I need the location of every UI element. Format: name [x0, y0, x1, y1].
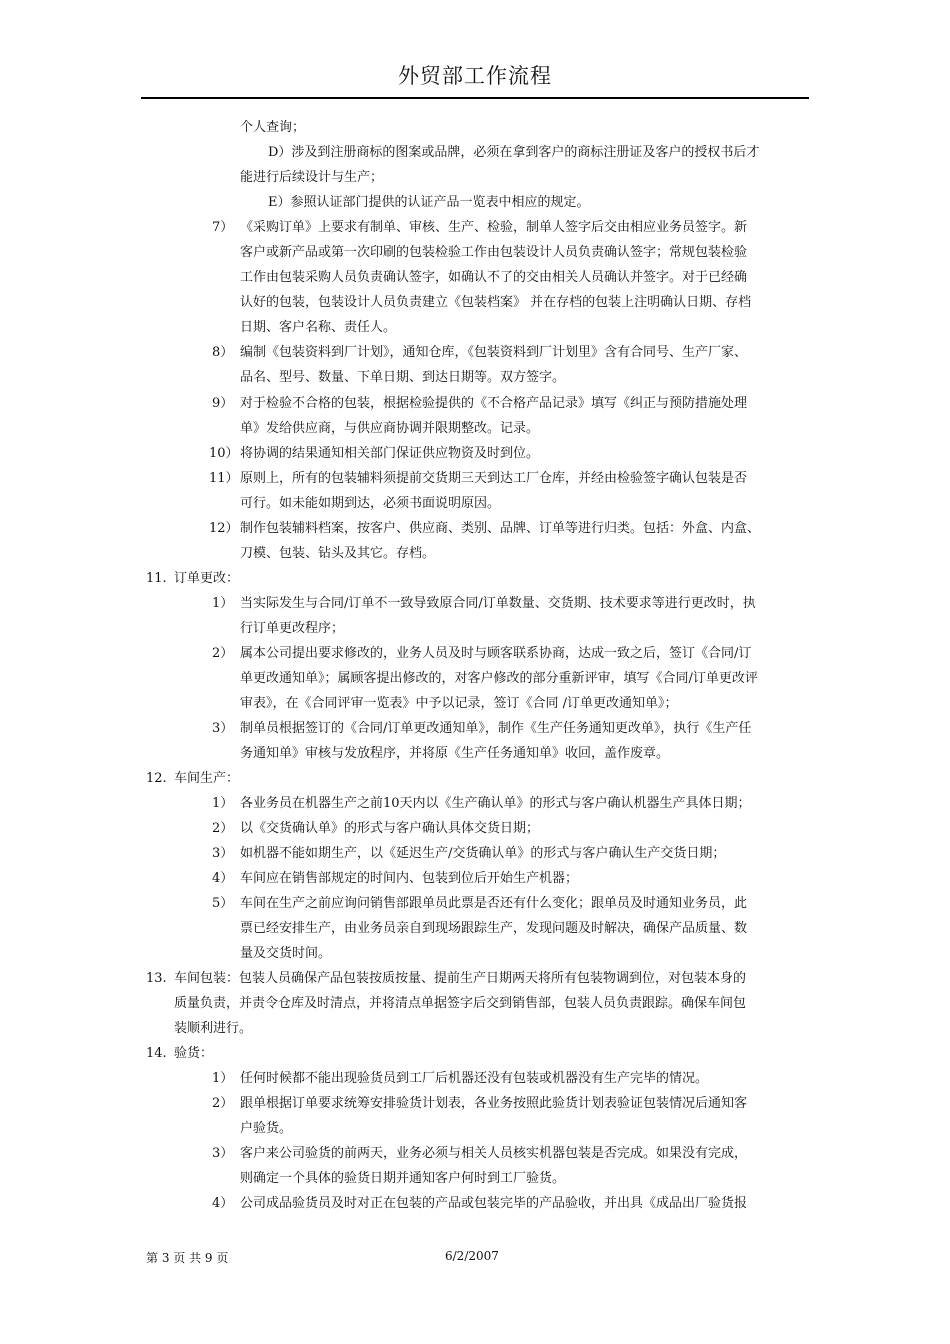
- text-line: 行订单更改程序；: [240, 621, 345, 636]
- text-line: 车间在生产之前应询问销售部跟单员此票是否还有什么变化；跟单员及时通知业务员，此: [240, 896, 748, 911]
- text-line: 日期、客户名称、责任人。: [240, 320, 397, 335]
- page-title: 外贸部工作流程: [398, 64, 552, 88]
- page-number: 第 3 页 共 9 页: [146, 1251, 229, 1265]
- text-line: 公司成品验货员及时对正在包装的产品或包装完毕的产品验收，并出具《成品出厂验货报: [240, 1196, 748, 1211]
- text-line: 任何时候都不能出现验货员到工厂后机器还没有包装或机器没有生产完毕的情况。: [240, 1071, 709, 1086]
- text-line: 编制《包装资料到厂计划》，通知仓库，《包装资料到厂计划里》含有合同号、生产厂家、: [240, 345, 748, 360]
- text-line: 制作包装辅料档案，按客户、供应商、类别、品牌、订单等进行归类。包括：外盒、内盒、: [240, 521, 761, 536]
- text-line: 量及交货时间。: [240, 946, 332, 961]
- list-number: 3）: [212, 721, 234, 736]
- section-text-line: 质量负责，并责令仓库及时清点，并将清点单据签字后交到销售部，包装人员负责跟踪。确保车间包: [174, 996, 747, 1011]
- text-line: 票已经安排生产，由业务员亲自到现场跟踪生产，发现问题及时解决，确保产品质量、数: [240, 921, 748, 936]
- list-number: 2）: [212, 646, 234, 661]
- text-line: 可行。如未能如期到达，必须书面说明原因。: [240, 496, 501, 511]
- list-number: 1）: [212, 596, 234, 611]
- text-line: 则确定一个具体的验货日期并通知客户何时到工厂验货。: [240, 1171, 566, 1186]
- text-line: 务通知单》审核与发放程序，并将原《生产任务通知单》收回，盖作废章。: [240, 746, 670, 761]
- text-line: 当实际发生与合同/订单不一致导致原合同/订单数量、交货期、技术要求等进行更改时，执: [240, 596, 756, 611]
- list-number: 11）: [209, 471, 239, 486]
- list-number: 4）: [212, 1196, 234, 1211]
- list-number: 3）: [212, 846, 234, 861]
- text-line: 将协调的结果通知相关部门保证供应物资及时到位。: [240, 446, 540, 461]
- list-number: 2）: [212, 1096, 234, 1111]
- list-number: 12）: [209, 521, 239, 536]
- list-number: 9）: [212, 396, 234, 411]
- footer-date: 6/2/2007: [445, 1249, 499, 1263]
- list-number: 8）: [212, 345, 234, 360]
- text-line: 单更改通知单》；属顾客提出修改的，对客户修改的部分重新评审，填写《合同/订单更改评: [240, 671, 758, 686]
- list-number: 4）: [212, 871, 234, 886]
- list-number: 7）: [212, 220, 234, 235]
- text-line: 户验货。: [240, 1121, 293, 1136]
- list-number: 5）: [212, 896, 234, 911]
- text-line: 各业务员在机器生产之前10天内以《生产确认单》的形式与客户确认机器生产具体日期；: [240, 796, 751, 811]
- text-line: 如机器不能如期生产，以《延迟生产/交货确认单》的形式与客户确认生产交货日期；: [240, 846, 726, 861]
- list-number: 2）: [212, 821, 234, 836]
- text-line: 工作由包装采购人员负责确认签字，如确认不了的交由相关人员确认并签字。对于已经确: [240, 270, 748, 285]
- text-line: 刀模、包装、钻头及其它。存档。: [240, 546, 436, 561]
- text-line: 原则上，所有的包装辅料须提前交货期三天到达工厂仓库，并经由检验签字确认包装是否: [240, 471, 748, 486]
- section-heading: 验货：: [174, 1046, 214, 1061]
- section-number: 11.: [146, 571, 167, 586]
- text-line: 审表》，在《合同评审一览表》中予以记录，签订《合同 /订单更改通知单》；: [240, 696, 678, 711]
- list-number: 3）: [212, 1146, 234, 1161]
- text-line: 认好的包装，包装设计人员负责建立《包装档案》 并在存档的包装上注明确认日期、存档: [240, 295, 752, 310]
- text-line: 属本公司提出要求修改的，业务人员及时与顾客联系协商，达成一致之后，签订《合同/订: [240, 646, 752, 661]
- section-number: 14.: [146, 1046, 167, 1061]
- section-heading: 订单更改：: [174, 571, 240, 586]
- text-line: 以《交货确认单》的形式与客户确认具体交货日期；: [240, 821, 540, 836]
- text-line: 单》发给供应商，与供应商协调并限期整改。记录。: [240, 421, 540, 436]
- text-line: 品名、型号、数量、下单日期、到达日期等。双方签字。: [240, 370, 566, 385]
- text-line: 制单员根据签订的《合同/订单更改通知单》，制作《生产任务通知更改单》，执行《生产任: [240, 721, 752, 736]
- text-line: 对于检验不合格的包装，根据检验提供的《不合格产品记录》填写《纠正与预防措施处理: [240, 396, 748, 411]
- text-line: 能进行后续设计与生产；: [240, 170, 384, 185]
- text-line: 跟单根据订单要求统筹安排验货计划表，各业务按照此验货计划表验证包装情况后通知客: [240, 1096, 748, 1111]
- text-line: 客户或新产品或第一次印刷的包装检验工作由包装设计人员负责确认签字；常规包装检验: [240, 245, 748, 260]
- text-line: 个人查询；: [240, 120, 306, 135]
- header-divider: [141, 97, 809, 99]
- section-text-line: 装顺利进行。: [174, 1021, 253, 1036]
- section-text-line: 车间包装：包装人员确保产品包装按质按量、提前生产日期两天将所有包装物调到位，对包装本身的: [174, 971, 747, 986]
- text-line: E）参照认证部门提供的认证产品一览表中相应的规定。: [268, 195, 590, 210]
- list-number: 1）: [212, 1071, 234, 1086]
- section-number: 12.: [146, 771, 167, 786]
- list-number: 10）: [209, 446, 239, 461]
- text-line: 《采购订单》上要求有制单、审核、生产、检验，制单人签字后交由相应业务员签字。新: [240, 220, 748, 235]
- text-line: 客户来公司验货的前两天，业务必须与相关人员核实机器包装是否完成。如果没有完成，: [240, 1146, 748, 1161]
- section-number: 13.: [146, 971, 167, 986]
- text-line: D）涉及到注册商标的图案或品牌，必须在拿到客户的商标注册证及客户的授权书后才: [268, 145, 760, 160]
- section-heading: 车间生产：: [174, 771, 240, 786]
- text-line: 车间应在销售部规定的时间内、包装到位后开始生产机器；: [240, 871, 579, 886]
- list-number: 1）: [212, 796, 234, 811]
